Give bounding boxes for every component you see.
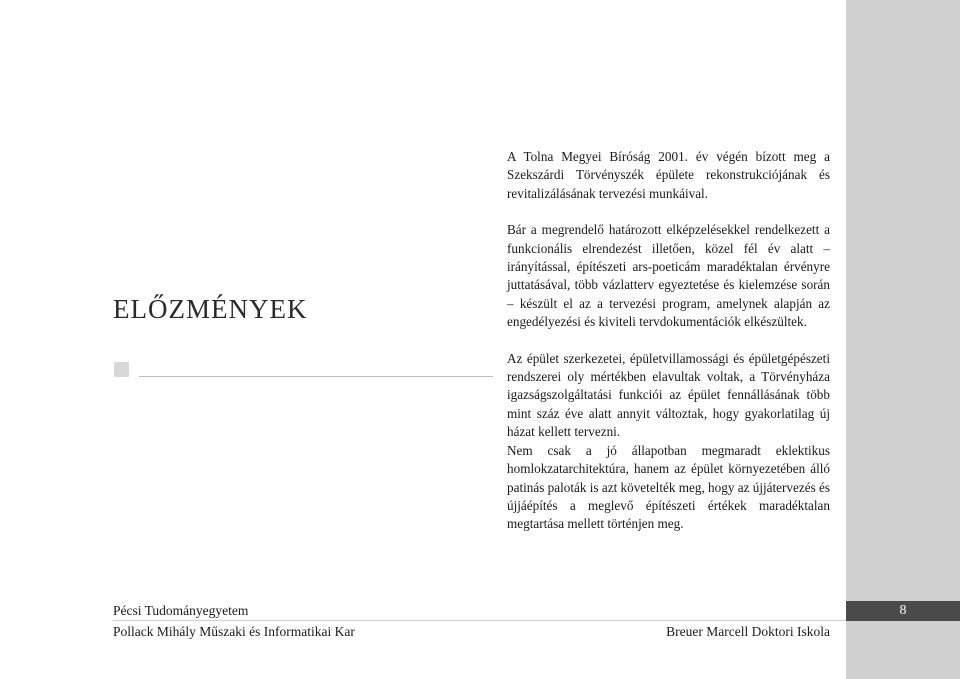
- side-band: [846, 0, 960, 679]
- footer-divider: [113, 620, 846, 621]
- footer-school: Breuer Marcell Doktori Iskola: [666, 624, 830, 639]
- section-title: ELŐZMÉNYEK: [113, 294, 308, 324]
- footer-university: Pécsi Tudományegyetem: [113, 603, 249, 618]
- paragraph-3: Az épület szerkezetei, épületvillamossági és épületgépészeti rendszerei oly mértékben elavultak voltak, a Törvényháza igazságszolgáltatási funkciói az épület fennállásának több mint száz éve alatt annyit változtak, hogy gyakorlatilag új házat kellett tervezni.: [507, 350, 830, 440]
- section-marker-square: [114, 362, 129, 377]
- footer-faculty: Pollack Mihály Műszaki és Informatikai Kar: [113, 624, 355, 639]
- section-divider: [139, 376, 493, 377]
- paragraph-1: A Tolna Megyei Bíróság 2001. év végén bízott meg a Szekszárdi Törvényszék épülete rekonstrukciójának és revitalizálásának tervezési munkáival.: [507, 149, 830, 201]
- paragraph-4: Nem csak a jó állapotban megmaradt eklektikus homlokzatarchitektúra, hanem az épület környezetében álló patinás paloták is azt követelték meg, hogy az újjátervezés és újjáépítés a meglevő építészeti értékek maradéktalan megtartása mellett történjen meg.: [507, 442, 830, 532]
- body-text: [507, 148, 830, 534]
- paragraph-2: Bár a megrendelő határozott elképzelésekkel rendelkezett a funkcionális elrendezést illetően, közel fél év alatt – irányítással, építészeti ars-poeticám maradéktalan érvényre juttatásával, több vázlatterv egyeztetése és kielemzése során – készült el az a tervezési program, amelynek alapján az engedélyezési és kiviteli tervdokumentációk elkészültek.: [507, 222, 830, 330]
- page-number: 8: [846, 601, 960, 621]
